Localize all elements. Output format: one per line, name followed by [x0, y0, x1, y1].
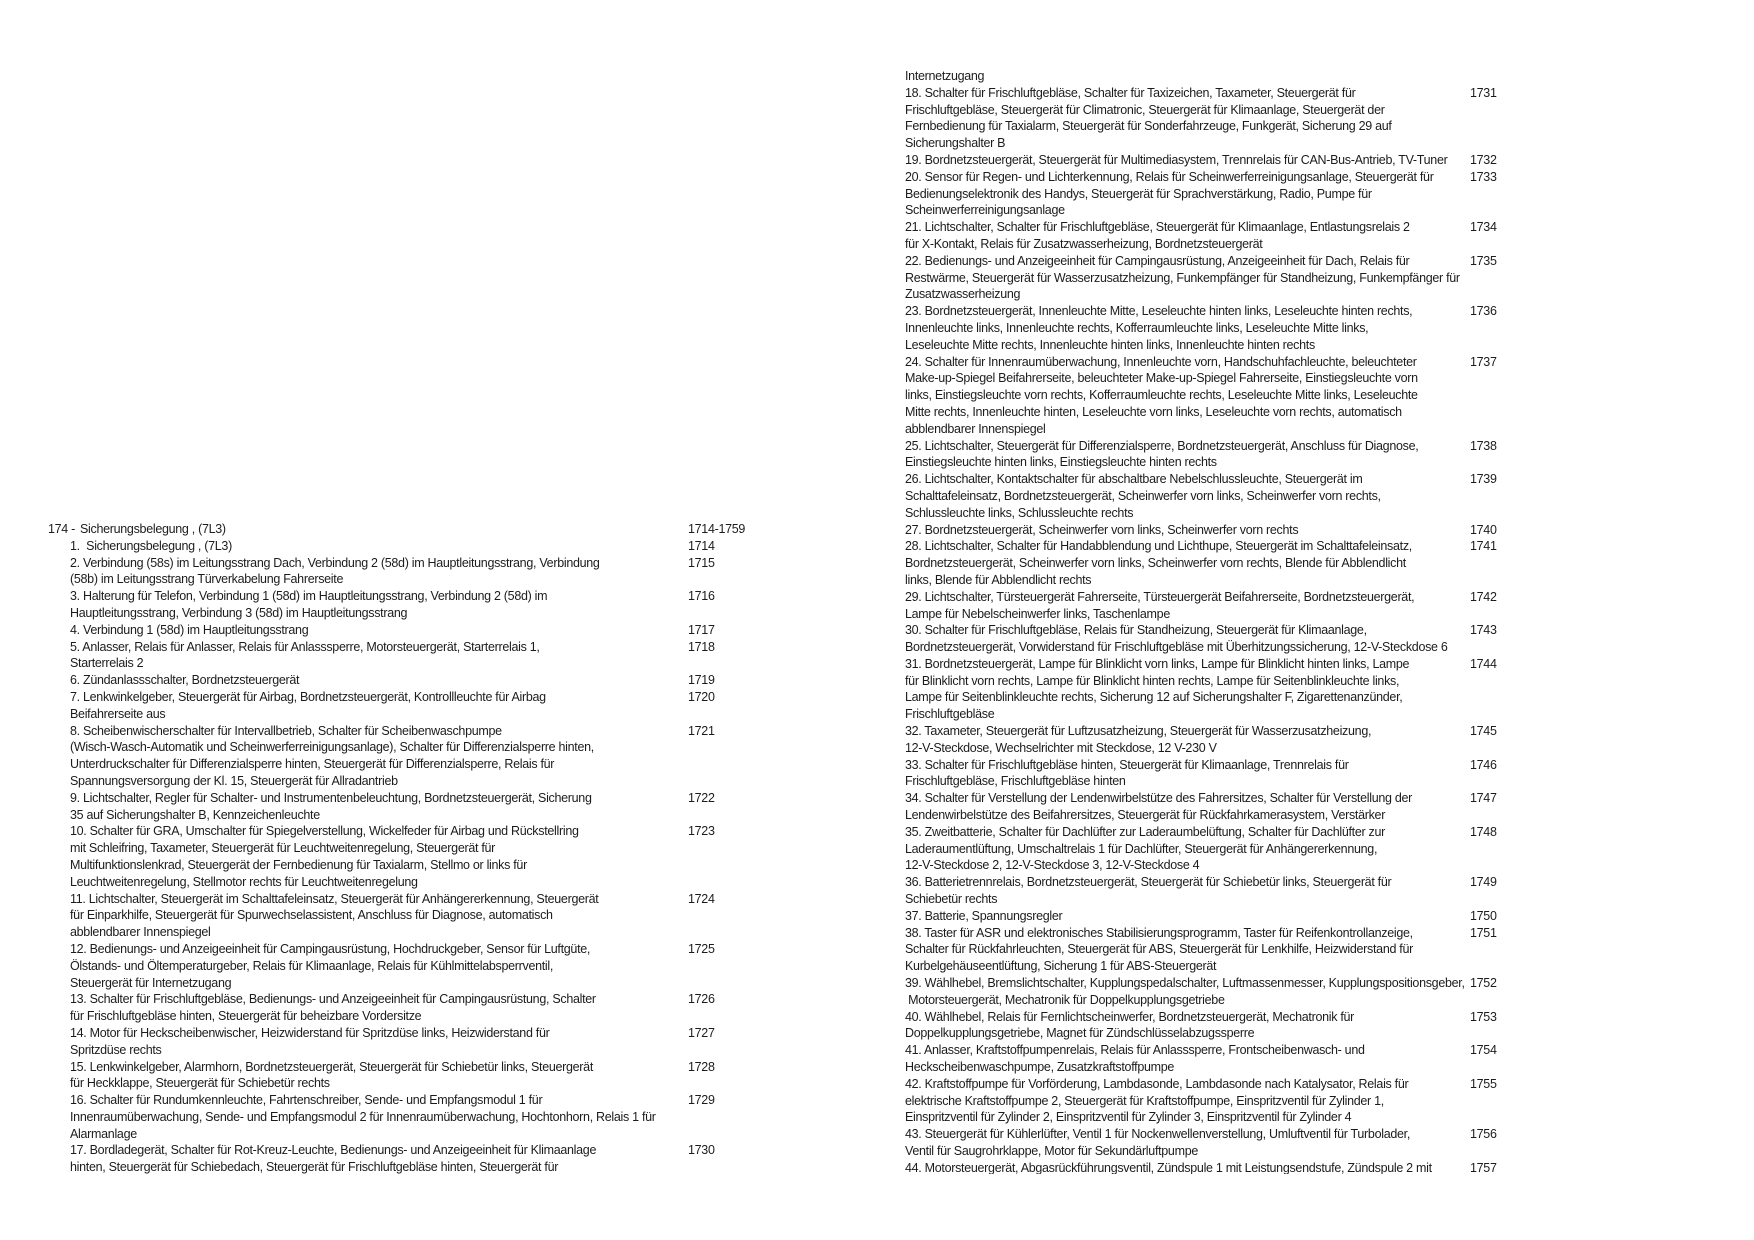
list-item — [48, 672, 772, 689]
item-line: 32. Taxameter, Steuergerät für Luftzusatzheizung, Steuergerät für Wasserzusatzheizung, — [905, 724, 1372, 739]
item-line: Ölstands- und Öltemperaturgeber, Relais für Klimaanlage, Relais für Kühlmittelabsperrventil, — [70, 958, 554, 973]
item-line: Schlussleuchte links, Schlussleuchte rechts — [905, 505, 1134, 520]
list-item — [48, 941, 772, 991]
item-ref: 1714 — [688, 538, 715, 553]
section-ref-range: 1714-1759 — [688, 522, 746, 536]
list-item — [905, 975, 1509, 1009]
item-line: Schiebetür rechts — [905, 892, 998, 907]
item-line: (58b) im Leitungsstrang Türverkabelung Fahrerseite — [70, 572, 344, 587]
item-line: 6. Zündanlassschalter, Bordnetzsteuergerät — [70, 673, 300, 688]
item-ref: 1721 — [688, 723, 715, 738]
right-item-list — [905, 68, 1509, 1174]
item-line: Leuchtweitenregelung, Stellmotor rechts für Leuchtweitenregelung — [70, 874, 418, 889]
item-line: 20. Sensor für Regen- und Lichterkennung, Relais für Scheinwerferreinigungsanlage, Steuergerät für — [905, 169, 1434, 184]
item-line: 24. Schalter für Innenraumüberwachung, Innenleuchte vorn, Handschuhfachleuchte, beleuchteter — [905, 354, 1417, 369]
list-item — [905, 438, 1509, 472]
item-ref: 1735 — [1470, 253, 1497, 268]
list-item — [905, 790, 1509, 824]
item-ref: 1739 — [1470, 472, 1497, 487]
item-line: (Wisch-Wasch-Automatik und Scheinwerferreinigungsanlage), Schalter für Differenzialsperre hinten, — [70, 740, 594, 755]
list-item — [48, 1142, 772, 1174]
item-ref: 1730 — [688, 1143, 715, 1158]
item-line: Lampe für Seitenblinkleuchte rechts, Sicherung 12 auf Sicherungshalter F, Zigarettenanzünder, — [905, 690, 1403, 705]
item-ref: 1747 — [1470, 791, 1497, 806]
item-ref: 1719 — [688, 673, 715, 688]
item-line: mit Schleifring, Taxameter, Steuergerät für Leuchtweitenregelung, Steuergerät für — [70, 841, 496, 856]
item-line: 4. Verbindung 1 (58d) im Hauptleitungsstrang — [70, 622, 309, 637]
item-ref: 1736 — [1470, 304, 1497, 319]
item-line: 8. Scheibenwischerschalter für Intervallbetrieb, Schalter für Scheibenwaschpumpe — [70, 723, 502, 738]
item-ref: 1737 — [1470, 354, 1497, 369]
item-line: 38. Taster für ASR und elektronisches Stabilisierungsprogramm, Taster für Reifenkontrollanzeige, — [905, 925, 1413, 940]
item-line: Mitte rechts, Innenleuchte hinten, Leseleuchte vorn links, Leseleuchte vorn rechts, automatisch — [905, 404, 1402, 419]
item-line: Steuergerät für Internetzugang — [70, 975, 232, 990]
list-item — [905, 824, 1509, 874]
item-line: 19. Bordnetzsteuergerät, Steuergerät für Multimediasystem, Trennrelais für CAN-Bus-Antrieb, TV-Tuner — [905, 152, 1448, 167]
item-ref: 1722 — [688, 790, 715, 805]
item-ref: 1741 — [1470, 539, 1497, 554]
list-item — [905, 85, 1509, 152]
item-line: 28. Lichtschalter, Schalter für Handabblendung und Lichthupe, Steuergerät im Schalttafeleinsatz, — [905, 539, 1412, 554]
item-ref: 1727 — [688, 1025, 715, 1040]
item-ref: 1744 — [1470, 656, 1497, 671]
item-line: Fernbedienung für Taxialarm, Steuergerät für Sonderfahrzeuge, Funkgerät, Sicherung 29 auf — [905, 119, 1392, 134]
item-ref: 1731 — [1470, 85, 1497, 100]
item-line: Spritzdüse rechts — [70, 1042, 162, 1057]
item-line: Doppelkupplungsgetriebe, Magnet für Zündschlüsselabzugssperre — [905, 1026, 1255, 1041]
item-line: 35 auf Sicherungshalter B, Kennzeichenleuchte — [70, 807, 320, 822]
item-line: 18. Schalter für Frischluftgebläse, Schalter für Taxizeichen, Taxameter, Steuergerät für — [905, 85, 1356, 100]
list-item — [905, 538, 1509, 588]
item-line: Laderaumentlüftung, Umschaltrelais 1 für Dachlüfter, Steuergerät für Anhängererkennung, — [905, 841, 1378, 856]
list-item — [48, 538, 772, 555]
list-item — [48, 991, 772, 1025]
item-line: 29. Lichtschalter, Türsteuergerät Fahrerseite, Türsteuergerät Beifahrerseite, Bordnetzsteuergerät, — [905, 589, 1415, 604]
item-line: 17. Bordladegerät, Schalter für Rot-Kreuz-Leuchte, Bedienungs- und Anzeigeeinheit für Klimaanlage — [70, 1143, 597, 1158]
list-item — [905, 303, 1509, 353]
item-line: 12. Bedienungs- und Anzeigeeinheit für Campingausrüstung, Hochdruckgeber, Sensor für Luftgüte, — [70, 941, 591, 956]
item-line: Unterdruckschalter für Differenzialsperre hinten, Steuergerät für Differenzialsperre, Relais für — [70, 757, 555, 772]
item-ref: 1738 — [1470, 438, 1497, 453]
section-header — [48, 521, 772, 538]
item-line: Einspritzventil für Zylinder 2, Einspritzventil für Zylinder 3, Einspritzventil für Zylinder 4 — [905, 1110, 1352, 1125]
item-ref: 1740 — [1470, 522, 1497, 537]
item-ref: 1715 — [688, 555, 715, 570]
list-item — [905, 219, 1509, 253]
list-item — [48, 1025, 772, 1059]
list-item — [905, 152, 1509, 169]
item-line: 3. Halterung für Telefon, Verbindung 1 (58d) im Hauptleitungsstrang, Verbindung 2 (58d) im — [70, 589, 548, 604]
item-line: Heckscheibenwaschpumpe, Zusatzkraftstoffpumpe — [905, 1060, 1175, 1075]
list-item — [48, 823, 772, 890]
item-ref: 1718 — [688, 639, 715, 654]
list-item — [905, 522, 1509, 539]
item-ref: 1732 — [1470, 152, 1497, 167]
list-item — [48, 639, 772, 673]
item-ref: 1756 — [1470, 1127, 1497, 1142]
list-item — [905, 925, 1509, 975]
item-ref: 1724 — [688, 891, 715, 906]
item-line: Starterrelais 2 — [70, 656, 144, 671]
item-line: Hauptleitungsstrang, Verbindung 3 (58d) im Hauptleitungsstrang — [70, 605, 408, 620]
list-item — [905, 723, 1509, 757]
item-line: 36. Batterietrennrelais, Bordnetzsteuergerät, Steuergerät für Schiebetür links, Steuergerät für — [905, 875, 1392, 890]
item-line: 37. Batterie, Spannungsregler — [905, 908, 1063, 923]
list-item — [905, 1076, 1509, 1126]
item-line: für Blinklicht vorn rechts, Lampe für Blinklicht hinten rechts, Lampe für Seitenblinkleuchte links, — [905, 673, 1400, 688]
list-item — [905, 757, 1509, 791]
item-line: 7. Lenkwinkelgeber, Steuergerät für Airbag, Bordnetzsteuergerät, Kontrollleuchte für Airbag — [70, 689, 546, 704]
list-item — [48, 891, 772, 941]
item-ref: 1754 — [1470, 1043, 1497, 1058]
list-item — [48, 790, 772, 824]
item-ref: 1720 — [688, 689, 715, 704]
item-line: 10. Schalter für GRA, Umschalter für Spiegelverstellung, Wickelfeder für Airbag und Rückstellring — [70, 824, 579, 839]
item-line: abblendbarer Innenspiegel — [905, 421, 1046, 436]
list-item — [905, 1126, 1509, 1160]
item-line: für X-Kontakt, Relais für Zusatzwasserheizung, Bordnetzsteuergerät — [905, 236, 1263, 251]
item-line: 39. Wählhebel, Bremslichtschalter, Kupplungspedalschalter, Luftmassenmesser, Kupplungspositionsgeber, — [905, 976, 1465, 991]
item-line: 14. Motor für Heckscheibenwischer, Heizwiderstand für Spritzdüse links, Heizwiderstand für — [70, 1025, 550, 1040]
item-ref: 1723 — [688, 824, 715, 839]
item-line: 25. Lichtschalter, Steuergerät für Differenzialsperre, Bordnetzsteuergerät, Anschluss für Diagnose, — [905, 438, 1419, 453]
item-line: Frischluftgebläse, Frischluftgebläse hinten — [905, 774, 1126, 789]
item-line: links, Einstiegsleuchte vorn rechts, Kofferraumleuchte rechts, Leseleuchte Mitte links, Leseleuchte — [905, 388, 1418, 403]
left-column — [48, 521, 772, 1174]
list-item — [905, 1009, 1509, 1043]
item-line: Zusatzwasserheizung — [905, 287, 1021, 302]
item-line: Schalter für Rückfahrleuchten, Steuergerät für ABS, Steuergerät für Lenkhilfe, Heizwiderstand für — [905, 942, 1413, 957]
item-line: Restwärme, Steuergerät für Wasserzusatzheizung, Funkempfänger für Standheizung, Funkempfänger für — [905, 270, 1460, 285]
item-ref: 1753 — [1470, 1009, 1497, 1024]
item-line: Innenraumüberwachung, Sende- und Empfangsmodul 2 für Innenraumüberwachung, Hochtonhorn, Relais 1 für — [70, 1109, 656, 1124]
item-line: 13. Schalter für Frischluftgebläse, Bedienungs- und Anzeigeeinheit für Campingausrüstung, Schalter — [70, 992, 596, 1007]
item-line: 33. Schalter für Frischluftgebläse hinten, Steuergerät für Klimaanlage, Trennrelais für — [905, 757, 1349, 772]
item-line: abblendbarer Innenspiegel — [70, 925, 211, 940]
item-ref: 1728 — [688, 1059, 715, 1074]
list-item — [905, 169, 1509, 219]
item-line: Bordnetzsteuergerät, Vorwiderstand für Frischluftgebläse mit Überhitzungssicherung, 12-V-Steckdose 6 — [905, 640, 1448, 655]
list-item — [905, 908, 1509, 925]
list-item — [905, 354, 1509, 438]
item-ref: 1757 — [1470, 1160, 1497, 1174]
item-line: Beifahrerseite aus — [70, 706, 166, 721]
item-line: 12-V-Steckdose 2, 12-V-Steckdose 3, 12-V-Steckdose 4 — [905, 858, 1200, 873]
item-line: 34. Schalter für Verstellung der Lendenwirbelstütze des Fahrersitzes, Schalter für Verstellung der — [905, 791, 1412, 806]
item-line: Multifunktionslenkrad, Steuergerät der Fernbedienung für Taxialarm, Stellmo or links für — [70, 857, 527, 872]
item-line: elektrische Kraftstoffpumpe 2, Steuergerät für Kraftstoffpumpe, Einspritzventil für Zylinder 1, — [905, 1093, 1384, 1108]
list-item — [48, 1059, 772, 1093]
item-line: Einstiegsleuchte hinten links, Einstiegsleuchte hinten rechts — [905, 455, 1217, 470]
item-ref: 1743 — [1470, 623, 1497, 638]
section-number: 174 - — [48, 522, 75, 536]
item-line: Schalttafeleinsatz, Bordnetzsteuergerät, Scheinwerfer vorn links, Scheinwerfer vorn rechts, — [905, 488, 1381, 503]
item-line: Make-up-Spiegel Beifahrerseite, beleuchteter Make-up-Spiegel Fahrerseite, Einstiegsleuchte vorn — [905, 371, 1418, 386]
item-line: Innenleuchte links, Innenleuchte rechts, Kofferraumleuchte links, Leseleuchte Mitte links, — [905, 320, 1369, 335]
item-line: 12-V-Steckdose, Wechselrichter mit Steckdose, 12 V-230 V — [905, 740, 1217, 755]
list-item — [905, 1160, 1509, 1174]
item-line: für Einparkhilfe, Steuergerät für Spurwechselassistent, Anschluss für Diagnose, automatisch — [70, 908, 553, 923]
item-line: Scheinwerferreinigungsanlage — [905, 203, 1065, 218]
item-line: 2. Verbindung (58s) im Leitungsstrang Dach, Verbindung 2 (58d) im Hauptleitungsstrang, Verbindung — [70, 555, 600, 570]
item-line: 40. Wählhebel, Relais für Fernlichtscheinwerfer, Bordnetzsteuergerät, Mechatronik für — [905, 1009, 1355, 1024]
item-line: Leseleuchte Mitte rechts, Innenleuchte hinten links, Innenleuchte hinten rechts — [905, 337, 1315, 352]
item-line: 44. Motorsteuergerät, Abgasrückführungsventil, Zündspule 1 mit Leistungsendstufe, Zündspule 2 mit — [905, 1160, 1432, 1174]
item-line: 21. Lichtschalter, Schalter für Frischluftgebläse, Steuergerät für Klimaanlage, Entlastungsrelais 2 — [905, 220, 1410, 235]
item-line: hinten, Steuergerät für Schiebedach, Steuergerät für Frischluftgebläse hinten, Steuergerät für — [70, 1160, 559, 1174]
item-ref: 1746 — [1470, 757, 1497, 772]
item-ref: 1729 — [688, 1093, 715, 1108]
list-item — [905, 622, 1509, 656]
item-line: Alarmanlage — [70, 1126, 137, 1141]
item-line: Bedienungselektronik des Handys, Steuergerät für Sprachverstärkung, Radio, Pumpe für — [905, 186, 1372, 201]
item-line: Internetzugang — [905, 69, 985, 83]
item-line: Frischluftgebläse, Steuergerät für Climatronic, Steuergerät für Klimaanlage, Steuergerät der — [905, 102, 1385, 117]
item-ref: 1726 — [688, 992, 715, 1007]
item-line: 23. Bordnetzsteuergerät, Innenleuchte Mitte, Leseleuchte hinten links, Leseleuchte hinten rechts, — [905, 304, 1413, 319]
item-ref: 1755 — [1470, 1076, 1497, 1091]
item-line: Kurbelgehäuseentlüftung, Sicherung 1 für ABS-Steuergerät — [905, 959, 1217, 974]
item-line: Motorsteuergerät, Mechatronik für Doppelkupplungsgetriebe — [905, 992, 1225, 1007]
item-ref: 1716 — [688, 589, 715, 604]
item-line: 31. Bordnetzsteuergerät, Lampe für Blinklicht vorn links, Lampe für Blinklicht hinten links, Lampe — [905, 656, 1410, 671]
list-item — [905, 589, 1509, 623]
item-line: für Heckklappe, Steuergerät für Schiebetür rechts — [70, 1076, 330, 1091]
item-ref: 1751 — [1470, 925, 1497, 940]
item-line: Spannungsversorgung der Kl. 15, Steuergerät für Allradantrieb — [70, 773, 398, 788]
list-item — [48, 588, 772, 622]
item-line: 43. Steuergerät für Kühlerlüfter, Ventil 1 für Nockenwellenverstellung, Umluftventil für Turbolader, — [905, 1127, 1411, 1142]
list-item — [48, 689, 772, 723]
list-item — [48, 622, 772, 639]
list-item — [48, 1092, 772, 1142]
item-ref: 1748 — [1470, 824, 1497, 839]
item-line: 16. Schalter für Rundumkennleuchte, Fahrtenschreiber, Sende- und Empfangsmodul 1 für — [70, 1093, 543, 1108]
item-line: Bordnetzsteuergerät, Scheinwerfer vorn links, Scheinwerfer vorn rechts, Blende für Abblendlicht — [905, 556, 1406, 571]
item-line: 1. Sicherungsbelegung , (7L3) — [70, 538, 232, 553]
item-line: 41. Anlasser, Kraftstoffpumpenrelais, Relais für Anlasssperre, Frontscheibenwasch- und — [905, 1043, 1365, 1058]
list-item — [48, 723, 772, 790]
list-item — [905, 1042, 1509, 1076]
item-line: 26. Lichtschalter, Kontaktschalter für abschaltbare Nebelschlussleuchte, Steuergerät im — [905, 472, 1363, 487]
item-ref: 1717 — [688, 622, 715, 637]
list-item — [905, 68, 1509, 85]
item-line: 22. Bedienungs- und Anzeigeeinheit für Campingausrüstung, Anzeigeeinheit für Dach, Relais für — [905, 253, 1410, 268]
item-ref: 1733 — [1470, 169, 1497, 184]
item-line: 15. Lenkwinkelgeber, Alarmhorn, Bordnetzsteuergerät, Steuergerät für Schiebetür links, Steuergerät — [70, 1059, 593, 1074]
section-title: Sicherungsbelegung , (7L3) — [80, 522, 226, 536]
list-item — [48, 555, 772, 589]
item-line: für Frischluftgebläse hinten, Steuergerät für beheizbare Vordersitze — [70, 1009, 422, 1024]
item-ref: 1750 — [1470, 908, 1497, 923]
item-line: 35. Zweitbatterie, Schalter für Dachlüfter zur Laderaumbelüftung, Schalter für Dachlüfter zur — [905, 824, 1385, 839]
item-line: 27. Bordnetzsteuergerät, Scheinwerfer vorn links, Scheinwerfer vorn rechts — [905, 522, 1299, 537]
item-line: links, Blende für Abblendlicht rechts — [905, 572, 1092, 587]
item-line: 11. Lichtschalter, Steuergerät im Schalttafeleinsatz, Steuergerät für Anhängererkennung, Steuergerät — [70, 891, 599, 906]
item-line: Frischluftgebläse — [905, 707, 995, 722]
item-line: 5. Anlasser, Relais für Anlasser, Relais für Anlasssperre, Motorsteuergerät, Starterrelais 1, — [70, 639, 540, 654]
item-line: Lendenwirbelstütze des Beifahrersitzes, Steuergerät für Rückfahrkamerasystem, Verstärker — [905, 808, 1386, 823]
item-ref: 1749 — [1470, 875, 1497, 890]
item-line: Lampe für Nebelscheinwerfer links, Taschenlampe — [905, 606, 1170, 621]
list-item — [905, 471, 1509, 521]
list-item — [905, 656, 1509, 723]
item-line: 42. Kraftstoffpumpe für Vorförderung, Lambdasonde, Lambdasonde nach Katalysator, Relais für — [905, 1076, 1409, 1091]
item-ref: 1745 — [1470, 724, 1497, 739]
left-item-list — [48, 538, 772, 1174]
item-ref: 1742 — [1470, 589, 1497, 604]
list-item — [905, 253, 1509, 303]
item-line: Sicherungshalter B — [905, 136, 1006, 151]
item-line: Ventil für Saugrohrklappe, Motor für Sekundärluftpumpe — [905, 1144, 1199, 1158]
item-line: 9. Lichtschalter, Regler für Schalter- und Instrumentenbeleuchtung, Bordnetzsteuergerät, Sicherung — [70, 790, 592, 805]
item-ref: 1725 — [688, 941, 715, 956]
item-ref: 1734 — [1470, 220, 1497, 235]
item-line: 30. Schalter für Frischluftgebläse, Relais für Standheizung, Steuergerät für Klimaanlage, — [905, 623, 1367, 638]
list-item — [905, 874, 1509, 908]
item-ref: 1752 — [1470, 976, 1497, 991]
right-column — [905, 68, 1509, 1174]
